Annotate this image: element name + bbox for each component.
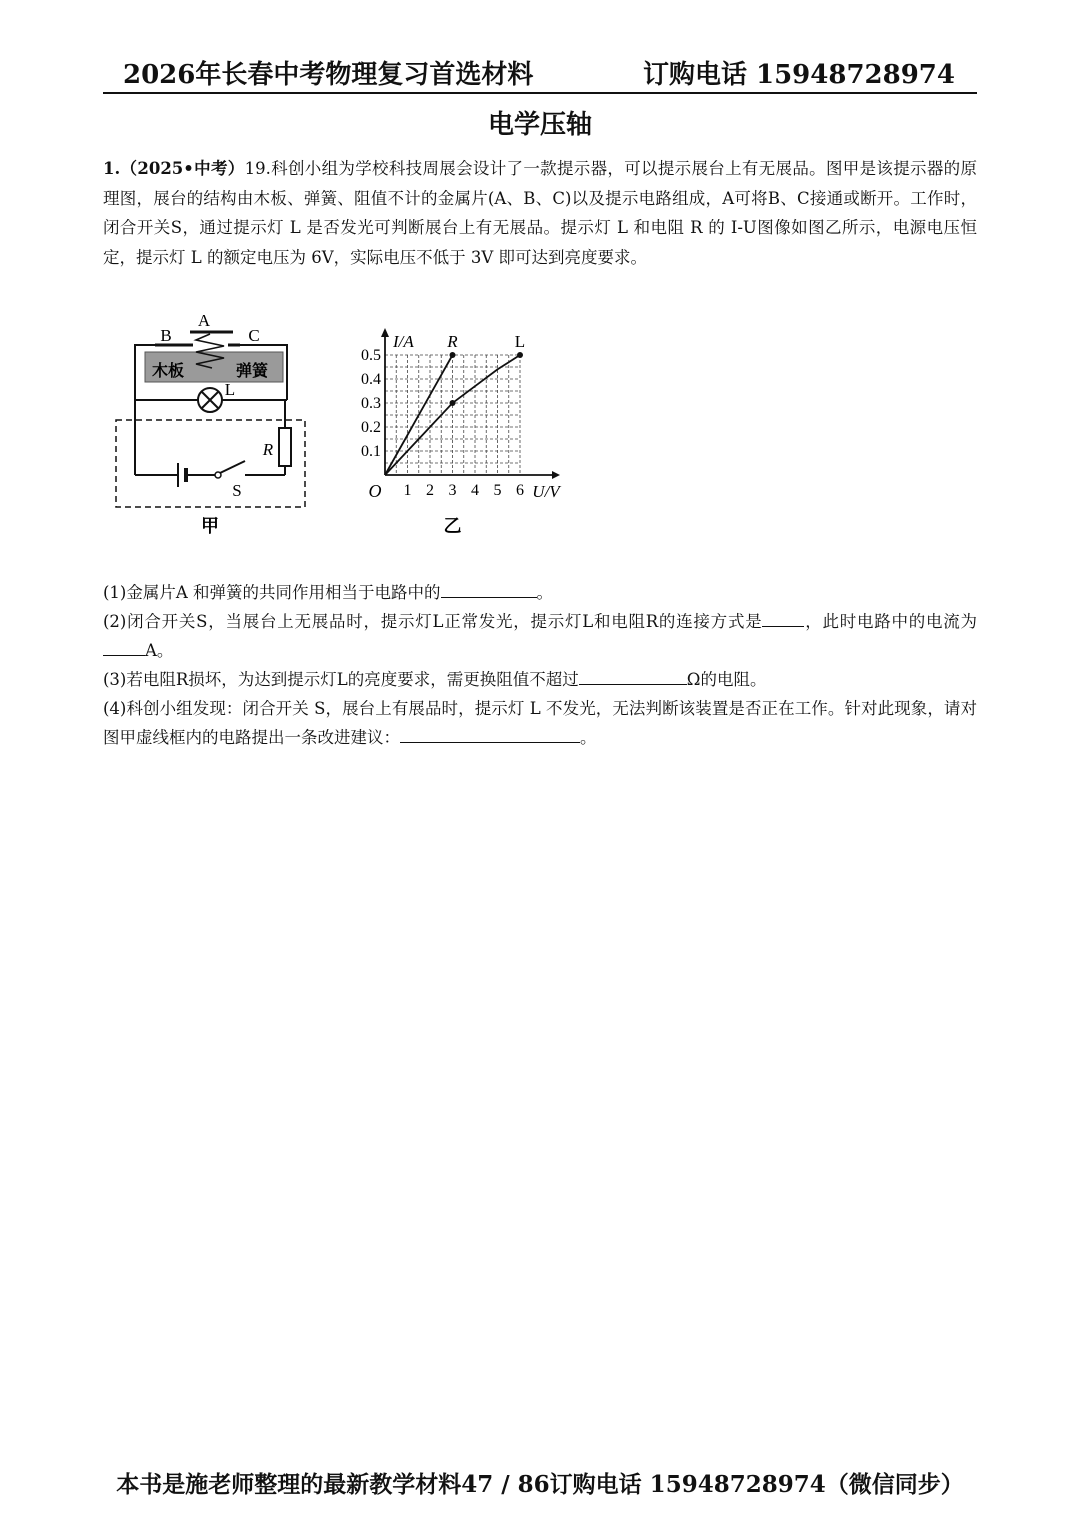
- y-tick-label: 0.4: [361, 371, 381, 388]
- label-R: R: [262, 440, 274, 459]
- caption-jia: 甲: [201, 516, 219, 536]
- q2-answer-blank-2[interactable]: [103, 637, 145, 656]
- subquestion-2: [103, 607, 977, 665]
- series-label-R: R: [447, 332, 458, 351]
- x-tick-label: 1: [403, 482, 412, 499]
- series-label-L: L: [514, 332, 526, 351]
- q1-text: (1)金属片A 和弹簧的共同作用相当于电路中的: [103, 583, 441, 602]
- q2-end: A。: [145, 641, 174, 660]
- x-tick-label: 3: [448, 482, 457, 499]
- q3-end: Ω的电阻。: [686, 670, 767, 689]
- x-tick-label: 6: [516, 482, 524, 499]
- y-tick-label: 0.3: [361, 395, 381, 412]
- y-tick-label: 0.5: [361, 347, 381, 364]
- q3-text: (3)若电阻R损坏，为达到提示灯L的亮度要求，需更换阻值不超过: [103, 670, 579, 689]
- section-title: 电学压轴: [487, 110, 592, 140]
- header-title: 2026年长春中考物理复习首选材料: [123, 60, 534, 90]
- label-C: C: [248, 326, 260, 345]
- label-spring: 弹簧: [235, 363, 269, 380]
- figures: [100, 310, 580, 550]
- label-B: B: [160, 326, 172, 345]
- header-phone: 订购电话 15948728974: [642, 60, 955, 90]
- label-S: S: [232, 481, 242, 500]
- subquestion-4: [103, 694, 977, 752]
- y-tick-label: 0.2: [361, 419, 381, 436]
- page-footer: 本书是施老师整理的最新教学材料47 / 86订购电话 15948728974（微信同步）: [116, 1471, 964, 1498]
- dashed-box: [116, 420, 305, 507]
- iu-chart: [350, 310, 580, 545]
- caption-yi: 乙: [443, 516, 462, 536]
- question-number: 1.: [103, 159, 121, 178]
- x-tick-label: 5: [493, 482, 502, 499]
- q2-answer-blank-1[interactable]: [762, 608, 804, 627]
- q1-answer-blank[interactable]: [441, 579, 537, 598]
- question-text: 19.科创小组为学校科技周展会设计了一款提示器，可以提示展台上有无展品。图甲是该提示器的原理图，展台的结构由木板、弹簧、阻值不计的金属片(A、B、C)以及提示电路组成，A可将B、C接通或断开。工作时，闭合开关S，通过提示灯 L 是否发光可判断展台上有无展品。提示灯 L 和电阻 R 的 I-U图像如图乙所示，电源电压恒定，提示灯 L 的额定电压为 6V，实际电压不低于 3V 即可达到亮度要求。: [103, 159, 977, 267]
- q2-text: (2)闭合开关S，当展台上无展品时，提示灯L正常发光，提示灯L和电阻R的连接方式是: [103, 612, 763, 631]
- label-board: 木板: [151, 363, 185, 380]
- subquestion-1: [103, 578, 977, 607]
- page-header: [103, 52, 977, 94]
- circuit-diagram: [100, 310, 315, 545]
- y-axis-arrow: [381, 328, 389, 337]
- subquestions: [103, 578, 977, 752]
- x-tick-label: 2: [426, 482, 434, 499]
- resistor-R: [279, 428, 291, 466]
- q4-text: (4)科创小组发现：闭合开关 S，展台上有展品时，提示灯 L 不发光，无法判断该装置是否正在工作。针对此现象，请对图甲虚线框内的电路提出一条改进建议：: [103, 699, 977, 747]
- label-L: L: [224, 380, 236, 399]
- y-axis-label: I/A: [393, 332, 414, 351]
- x-axis-arrow: [552, 471, 560, 479]
- y-tick-label: 0.1: [361, 443, 381, 460]
- series-point-R: [450, 352, 456, 358]
- q1-end: 。: [536, 583, 554, 602]
- question-source: （2025•中考）: [120, 159, 245, 178]
- q3-answer-blank[interactable]: [579, 666, 687, 685]
- subquestion-3: [103, 665, 977, 694]
- series-point-L-mid: [450, 400, 456, 406]
- switch-S: [220, 461, 245, 473]
- question-stem: [103, 154, 977, 272]
- q4-end: 。: [580, 728, 597, 747]
- x-axis-label: U/V: [532, 482, 560, 501]
- label-A: A: [197, 311, 211, 330]
- series-point-L: [517, 352, 523, 358]
- q2-text-2: ，此时电路中的电流为: [804, 612, 978, 631]
- origin-label: O: [368, 481, 382, 501]
- x-tick-label: 4: [471, 482, 479, 499]
- q4-answer-blank[interactable]: [400, 724, 580, 743]
